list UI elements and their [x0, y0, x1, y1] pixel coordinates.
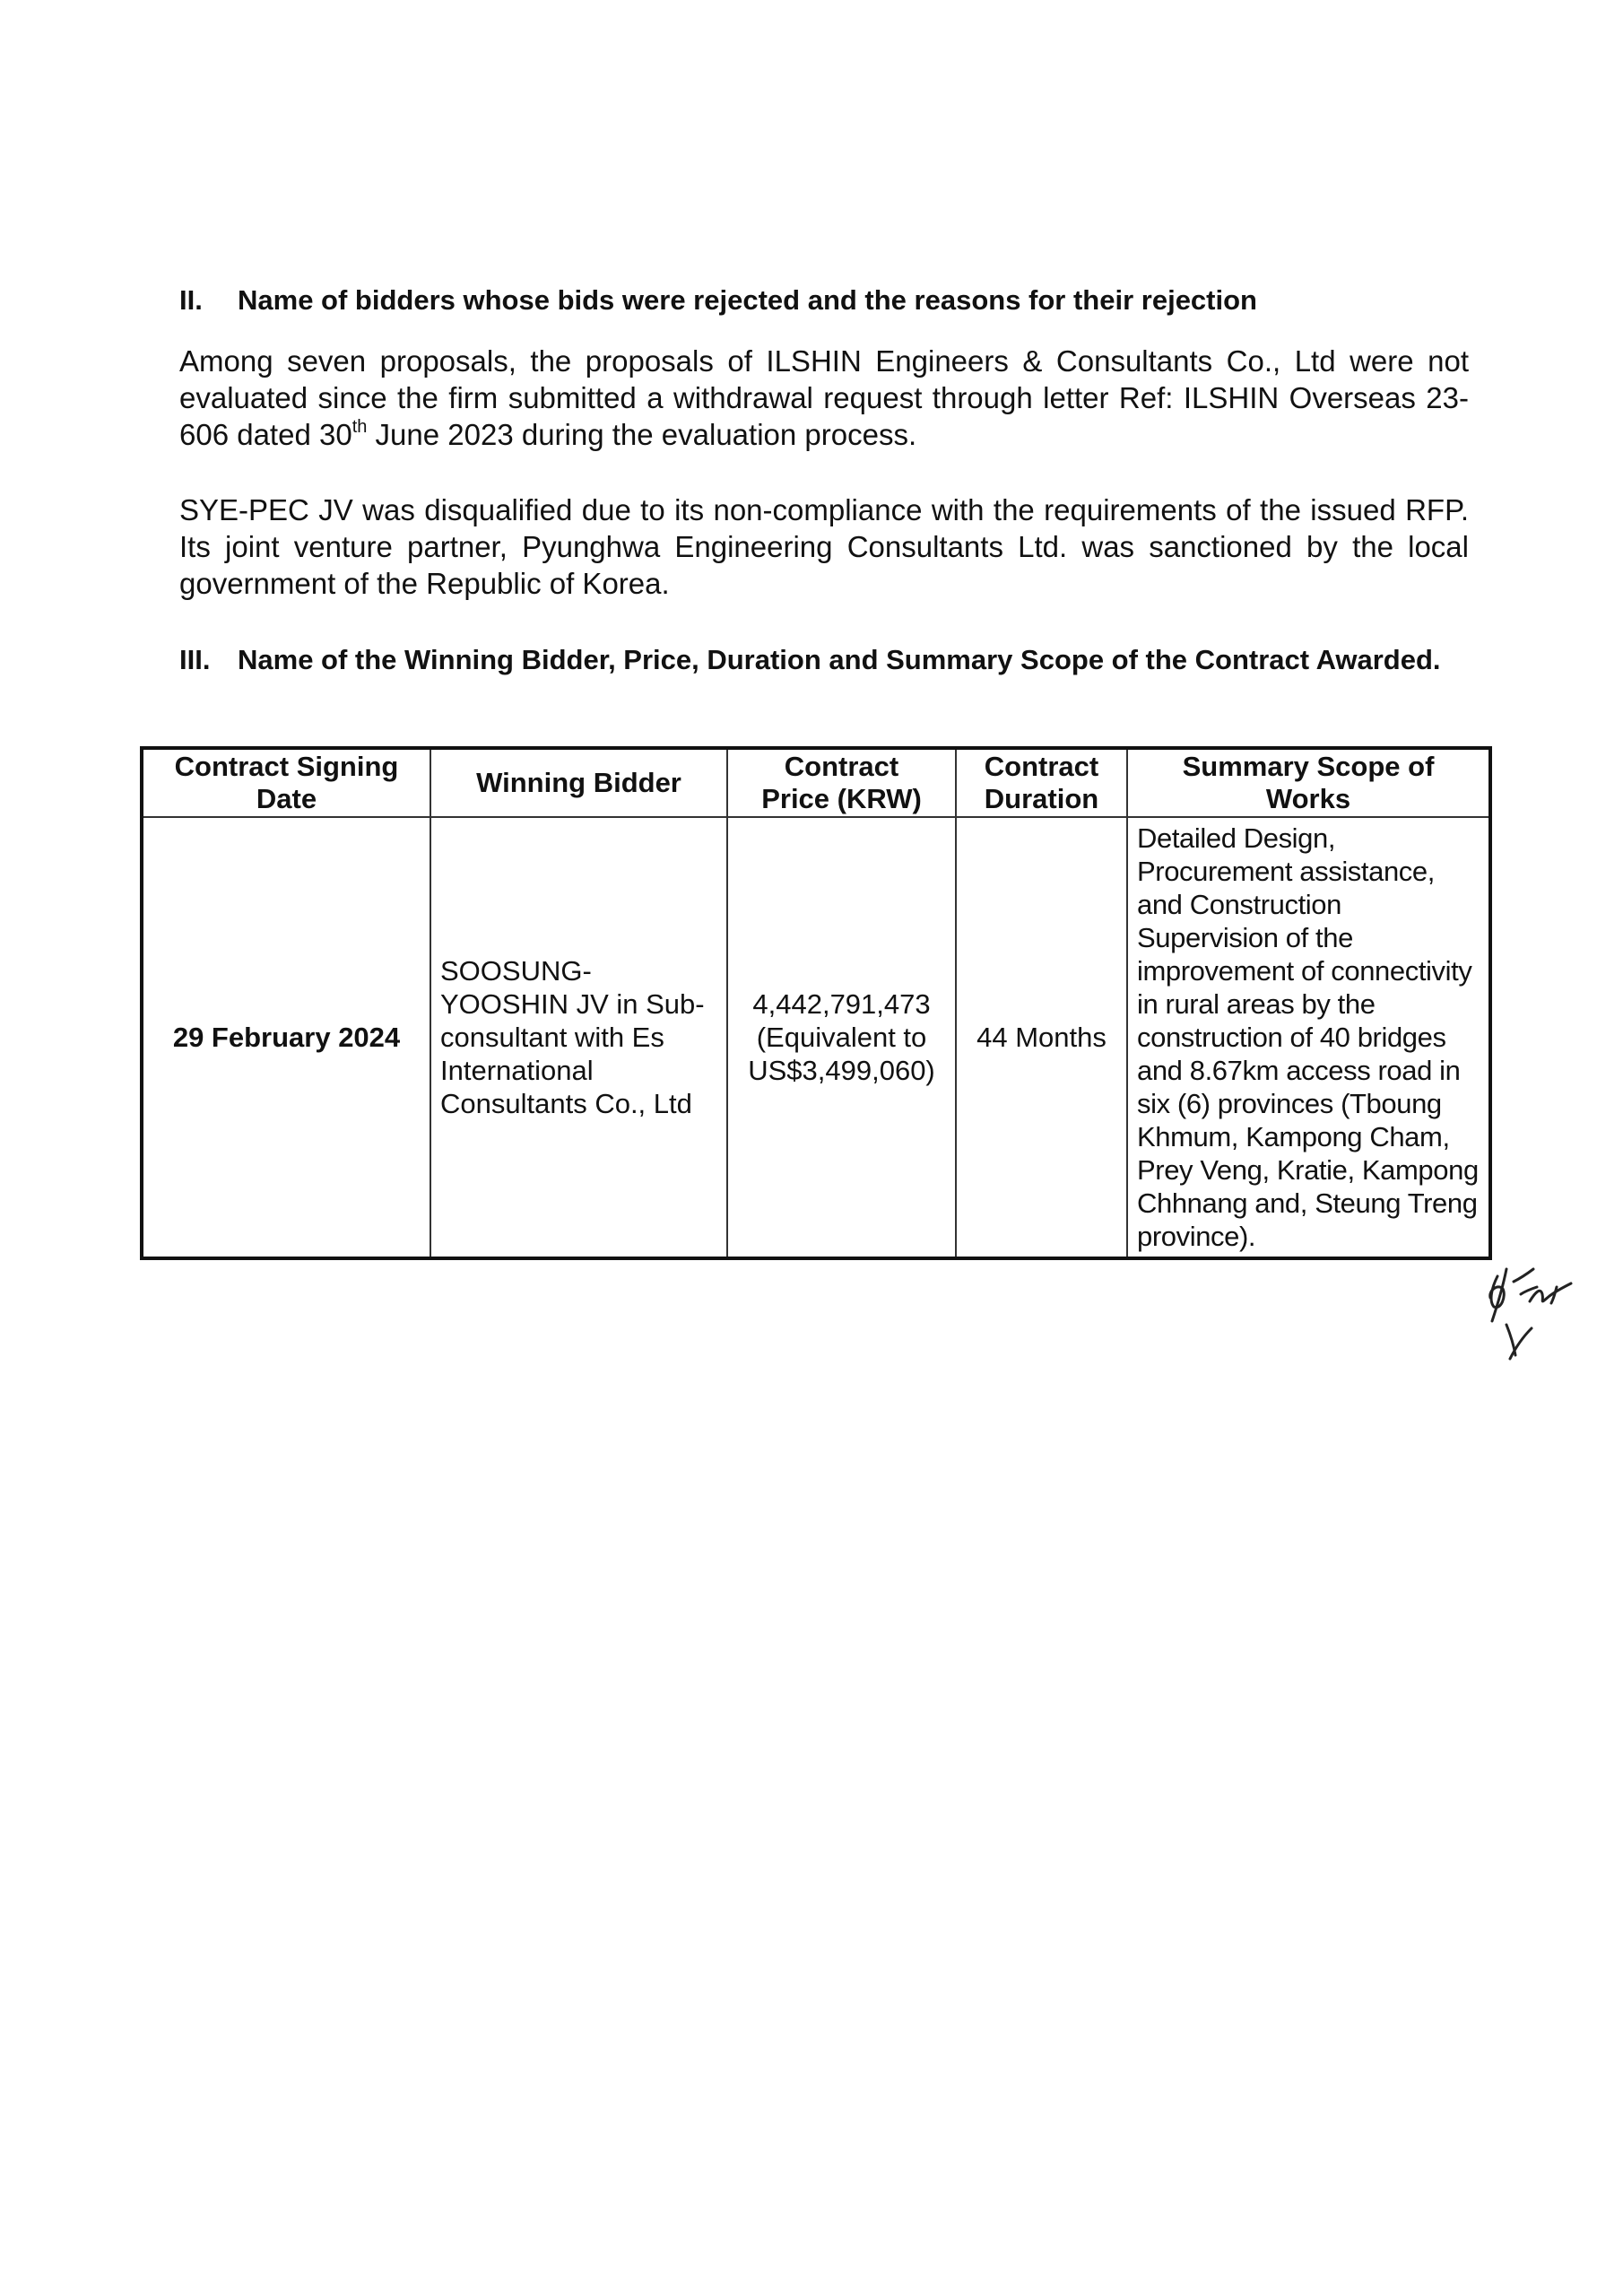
- section-iii-title: Name of the Winning Bidder, Price, Duration and Summary Scope of the Contract Awarded.: [238, 644, 1441, 675]
- cell-signing-date: 29 February 2024: [142, 817, 430, 1258]
- section-iii-number: III.: [179, 644, 211, 675]
- cell-winning-bidder: SOOSUNG-YOOSHIN JV in Sub-consultant with Es International Consultants Co., Ltd: [430, 817, 727, 1258]
- header-contract-price: Contract Price (KRW): [727, 748, 956, 817]
- section-ii-heading: [179, 283, 1471, 317]
- header-contract-duration: Contract Duration: [956, 748, 1127, 817]
- rejection-paragraph-ilshin-text: Among seven proposals, the proposals of ILSHIN Engineers & Consultants Co., Ltd were not evaluated since the firm submitted a withdrawal request through letter Ref: ILSHIN Overseas 23-606 dated 30: [179, 344, 1469, 451]
- cell-summary-scope: Detailed Design, Procurement assistance, and Construction Supervision of the improvement of connectivity in rural areas by the construction of 40 bridges and 8.67km access road in six (6) provinces (Tboung Khmum, Kampong Cham, Prey Veng, Kratie, Kampong Chhnang and, Steung Treng province).: [1127, 817, 1490, 1258]
- contract-award-table: [140, 746, 1492, 1260]
- rejection-paragraph-ilshin: [179, 343, 1469, 453]
- section-ii-number: II.: [179, 284, 203, 316]
- handwritten-initials: [1471, 1251, 1596, 1377]
- section-iii-heading: [179, 642, 1471, 677]
- header-winning-bidder: Winning Bidder: [430, 748, 727, 817]
- section-ii-title: Name of bidders whose bids were rejected and the reasons for their rejection: [238, 284, 1257, 316]
- header-contract-signing-date: Contract Signing Date: [142, 748, 430, 817]
- cell-contract-duration: 44 Months: [956, 817, 1127, 1258]
- table-row: [142, 817, 1490, 1258]
- cell-contract-price: 4,442,791,473 (Equivalent to US$3,499,060): [727, 817, 956, 1258]
- rejection-paragraph-ilshin-end: June 2023 during the evaluation process.: [367, 418, 917, 451]
- rejection-paragraph-sye-pec: SYE-PEC JV was disqualified due to its non-compliance with the requirements of the issued RFP. Its joint venture partner, Pyunghwa Engineering Consultants Ltd. was sanctioned by the local government of the Republic of Korea.: [179, 493, 1469, 600]
- header-summary-scope: Summary Scope of Works: [1127, 748, 1490, 817]
- table-header-row: [142, 748, 1490, 817]
- date-ordinal-suffix: th: [352, 417, 368, 437]
